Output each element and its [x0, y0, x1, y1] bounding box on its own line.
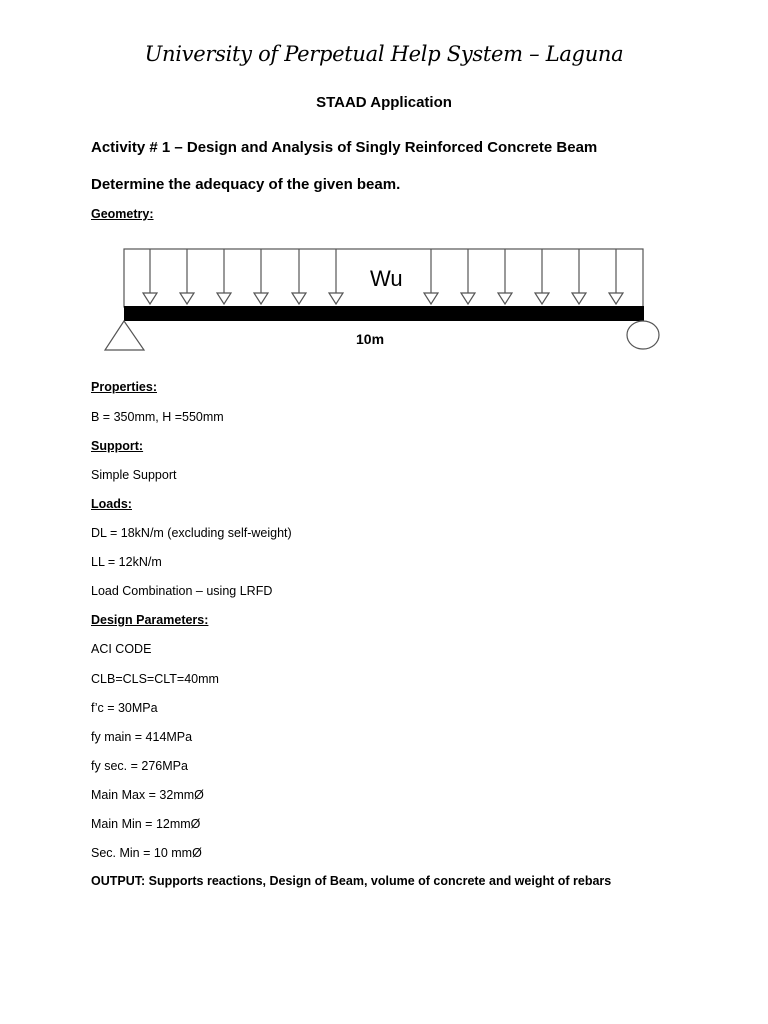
properties-heading: Properties:: [91, 380, 157, 394]
properties-dims: B = 350mm, H =550mm: [91, 410, 224, 424]
pin-support: [105, 321, 144, 350]
design-param: f’c = 30MPa: [91, 701, 158, 715]
support-type: Simple Support: [91, 468, 177, 482]
span-label: 10m: [356, 331, 385, 347]
design-param: CLB=CLS=CLT=40mm: [91, 672, 219, 686]
load-arrow-head: [217, 293, 231, 304]
support-heading: Support:: [91, 439, 144, 453]
design-param: Main Min = 12mmØ: [91, 817, 201, 831]
live-load: LL = 12kN/m: [91, 555, 162, 569]
task-statement: Determine the adequacy of the given beam.: [91, 176, 401, 193]
loads-heading: Loads:: [91, 497, 132, 511]
design-parameters-heading: Design Parameters:: [91, 613, 209, 627]
load-arrow-head: [254, 293, 268, 304]
load-combination: Load Combination – using LRFD: [91, 584, 273, 598]
activity-title: Activity # 1 – Design and Analysis of Singly Reinforced Concrete Beam: [91, 139, 598, 156]
dead-load: DL = 18kN/m (excluding self-weight): [91, 526, 292, 540]
load-arrow-head: [180, 293, 194, 304]
beam-diagram: [100, 243, 665, 353]
load-arrow-head: [535, 293, 549, 304]
load-arrow-head: [143, 293, 157, 304]
load-arrow-head: [609, 293, 623, 304]
load-arrow-head: [498, 293, 512, 304]
load-arrow-head: [572, 293, 586, 304]
design-param: Main Max = 32mmØ: [91, 788, 204, 802]
load-arrow-head: [292, 293, 306, 304]
design-param: ACI CODE: [91, 642, 152, 656]
output-statement: OUTPUT: Supports reactions, Design of Beam, volume of concrete and weight of rebars: [91, 874, 612, 888]
geometry-heading: Geometry:: [91, 207, 154, 221]
design-param: Sec. Min = 10 mmØ: [91, 846, 202, 860]
load-arrow-head: [461, 293, 475, 304]
roller-support: [627, 321, 659, 349]
beam-member: [124, 306, 644, 321]
load-label: Wu: [370, 266, 403, 291]
load-arrow-head: [424, 293, 438, 304]
app-title: STAAD Application: [316, 94, 452, 111]
design-param: fy sec. = 276MPa: [91, 759, 188, 773]
load-arrow-head: [329, 293, 343, 304]
university-title: University of Perpetual Help System – Laguna: [144, 42, 624, 66]
design-param: fy main = 414MPa: [91, 730, 193, 744]
